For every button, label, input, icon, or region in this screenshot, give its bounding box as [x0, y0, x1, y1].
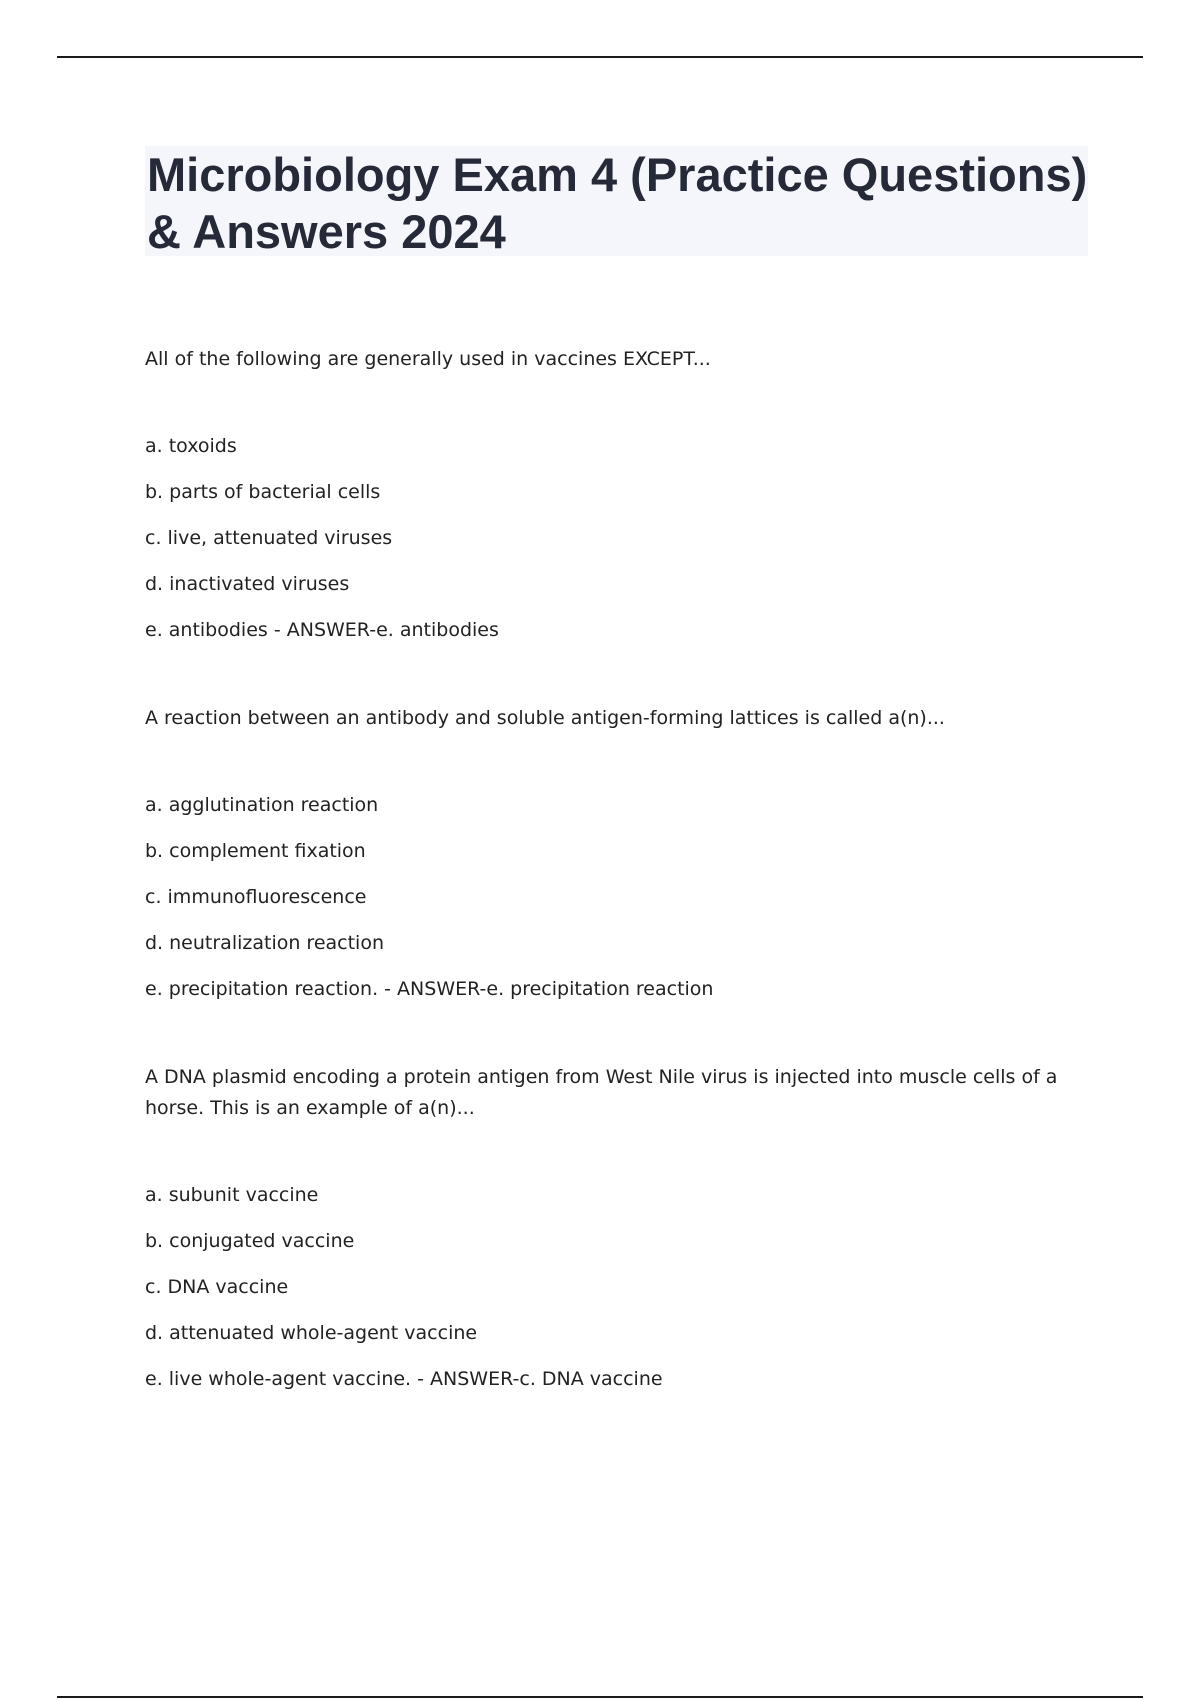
- question-2-option-b: b. complement fixation: [145, 840, 366, 862]
- question-3-option-e-answer: e. live whole-agent vaccine. - ANSWER-c. DNA vaccine: [145, 1368, 663, 1390]
- title-banner: [145, 146, 1088, 256]
- question-1-option-a: a. toxoids: [145, 435, 237, 457]
- question-3-option-c: c. DNA vaccine: [145, 1276, 289, 1298]
- question-3-text: A DNA plasmid encoding a protein antigen from West Nile virus is injected into muscle cells of a horse. This is an example of a(n)...: [145, 1066, 1058, 1119]
- question-2-option-e-answer: e. precipitation reaction. - ANSWER-e. precipitation reaction: [145, 978, 714, 1000]
- question-2-option-c: c. immunofluorescence: [145, 886, 367, 908]
- question-2-options: [145, 792, 1095, 1002]
- top-divider: [57, 56, 1143, 58]
- question-1-option-e-answer: e. antibodies - ANSWER-e. antibodies: [145, 619, 499, 641]
- question-2-option-d: d. neutralization reaction: [145, 932, 384, 954]
- question-1-text: All of the following are generally used in vaccines EXCEPT...: [145, 348, 711, 370]
- question-3-option-b: b. conjugated vaccine: [145, 1230, 355, 1252]
- question-3-options: [145, 1182, 1095, 1392]
- question-3-option-a: a. subunit vaccine: [145, 1184, 319, 1206]
- question-1-option-c: c. live, attenuated viruses: [145, 527, 393, 549]
- question-block-2: [145, 703, 1095, 1002]
- question-list: [145, 344, 1095, 1452]
- question-1-options: [145, 433, 1095, 643]
- bottom-divider: [57, 1696, 1143, 1698]
- question-3-option-d: d. attenuated whole-agent vaccine: [145, 1322, 478, 1344]
- question-1-option-b: b. parts of bacterial cells: [145, 481, 381, 503]
- question-block-3: [145, 1062, 1095, 1392]
- question-2-option-a: a. agglutination reaction: [145, 794, 379, 816]
- question-block-1: [145, 344, 1095, 643]
- question-2-text: A reaction between an antibody and soluble antigen-forming lattices is called a(n)...: [145, 707, 945, 729]
- document-title: Microbiology Exam 4 (Practice Questions) & Answers 2024: [147, 148, 1088, 258]
- question-1-option-d: d. inactivated viruses: [145, 573, 350, 595]
